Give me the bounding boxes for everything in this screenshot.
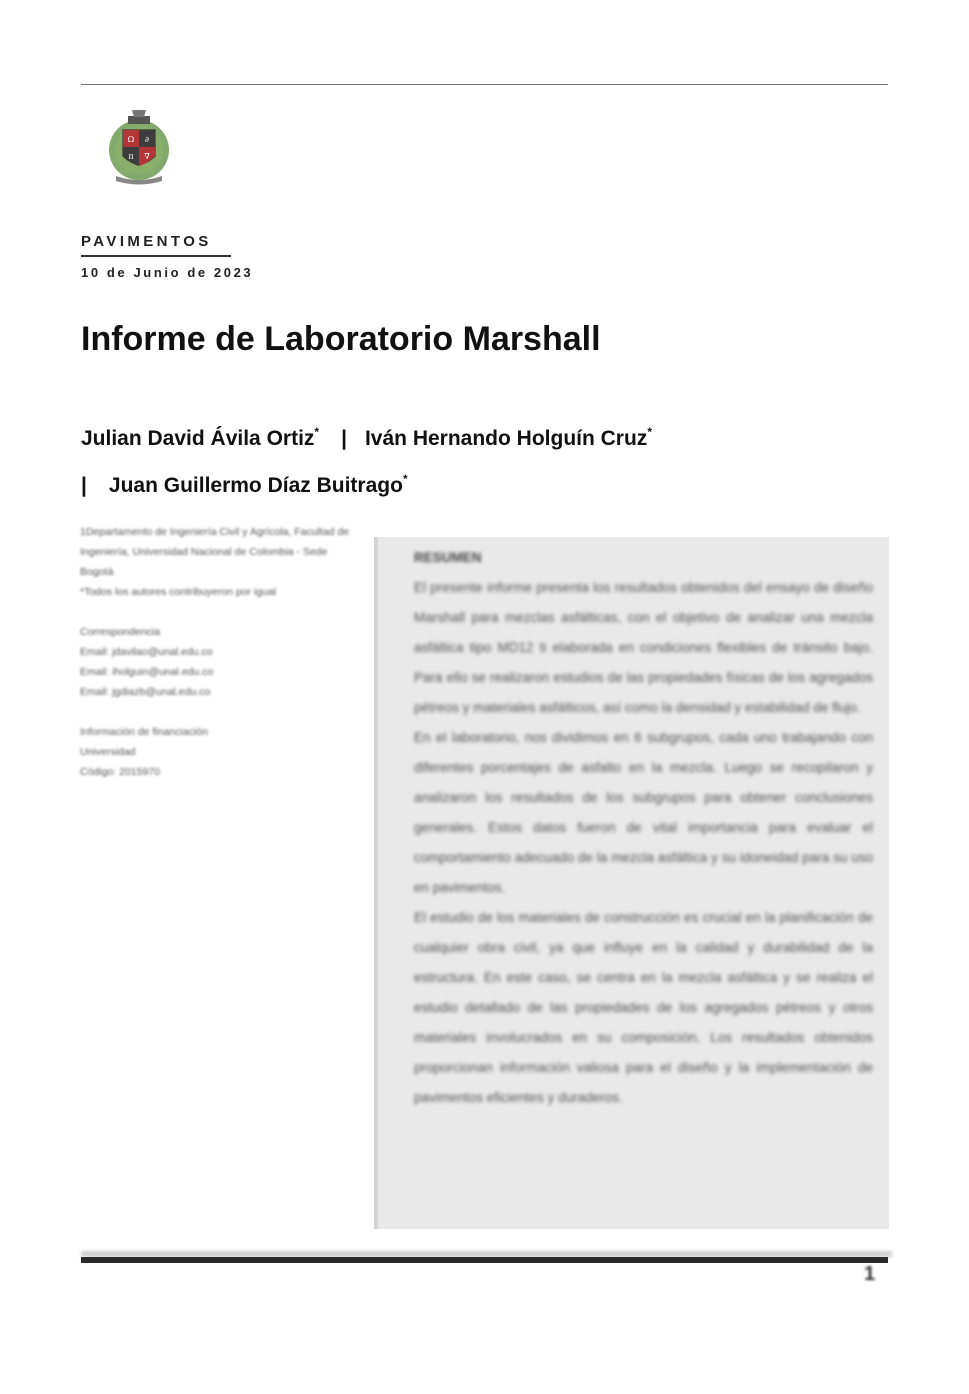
affiliation-block xyxy=(80,522,350,802)
author-name: Juan Guillermo Díaz Buitrago xyxy=(108,474,403,497)
university-crest-logo xyxy=(106,108,172,186)
abstract-box xyxy=(374,537,889,1229)
correspondence-email: Email: jdavilao@unal.edu.co xyxy=(80,646,213,658)
author-list xyxy=(81,412,881,506)
affiliation-equal-contribution: *Todos los autores contribuyeron por igual xyxy=(80,586,277,598)
author-separator: | xyxy=(341,427,347,450)
correspondence-label: Correspondencia xyxy=(80,626,160,638)
author-mark: * xyxy=(647,425,652,439)
paper-title: Informe de Laboratorio Marshall xyxy=(81,320,601,358)
abstract-paragraph: En el laboratorio, nos dividimos en 6 subgrupos, cada uno trabajando con diferentes porcentajes de asfalto en la mezcla. Luego se recopilaron y analizaron los resultados de los subgrupos para obtener conclusiones generales. Estos datos fueron de vital importancia para evaluar el comportamiento adecuado de la mezcla asfáltica y su idoneidad para su uso en pavimentos. xyxy=(414,730,873,895)
author-name: Iván Hernando Holguín Cruz xyxy=(364,427,648,450)
publication-date: 10 de Junio de 2023 xyxy=(81,265,254,280)
funding-line: Código: 2015970 xyxy=(80,766,160,778)
author-name: Julian David Ávila Ortiz xyxy=(81,427,315,450)
top-rule xyxy=(81,84,888,85)
footer-rule xyxy=(81,1257,888,1263)
funding-label: Información de financiación xyxy=(80,726,208,738)
svg-text:∇: ∇ xyxy=(144,152,150,161)
correspondence-email: Email: iholguin@unal.edu.co xyxy=(80,666,214,678)
svg-text:Ω: Ω xyxy=(127,135,135,144)
author-mark: * xyxy=(402,472,408,486)
section-label: PAVIMENTOS xyxy=(81,233,212,250)
svg-text:π: π xyxy=(128,152,134,161)
abstract-paragraph: El presente informe presenta los resultados obtenidos del ensayo de diseño Marshall para mezclas asfálticas, con el objetivo de analizar una mezcla asfáltica tipo MD12 ti elaborada en condiciones flexibles de tránsito bajo. Para ello se realizaron estudios de las propiedades físicas de los agregados pétreos y materiales asfálticos, así como la densidad y estabilidad de flujo. xyxy=(414,580,873,715)
affiliation-department: 1Departamento de Ingeniería Civil y Agrícola, Facultad de Ingeniería, Universidad Nacional de Colombia - Sede Bogotá xyxy=(80,526,350,578)
author-mark: * xyxy=(314,425,320,439)
section-underline xyxy=(81,255,231,257)
abstract-paragraph: El estudio de los materiales de construcción es crucial en la planificación de cualquier obra civil, ya que influye en la calidad y durabilidad de la estructura. En este caso, se centra en la mezcla asfáltica y se realiza el estudio detallado de las propiedades de los agregados pétreos y otros materiales involucrados en su composición. Los resultados obtenidos proporcionan información valiosa para el diseño y la implementación de pavimentos eficientes y duraderos. xyxy=(414,910,873,1105)
funding-line: Universidad xyxy=(80,746,136,758)
page-number: 1 xyxy=(864,1263,876,1285)
abstract-heading: RESUMEN xyxy=(414,550,482,565)
svg-text:∂: ∂ xyxy=(144,135,150,144)
correspondence-email: Email: jgdiazb@unal.edu.co xyxy=(80,686,211,698)
author-separator: | xyxy=(81,474,87,497)
